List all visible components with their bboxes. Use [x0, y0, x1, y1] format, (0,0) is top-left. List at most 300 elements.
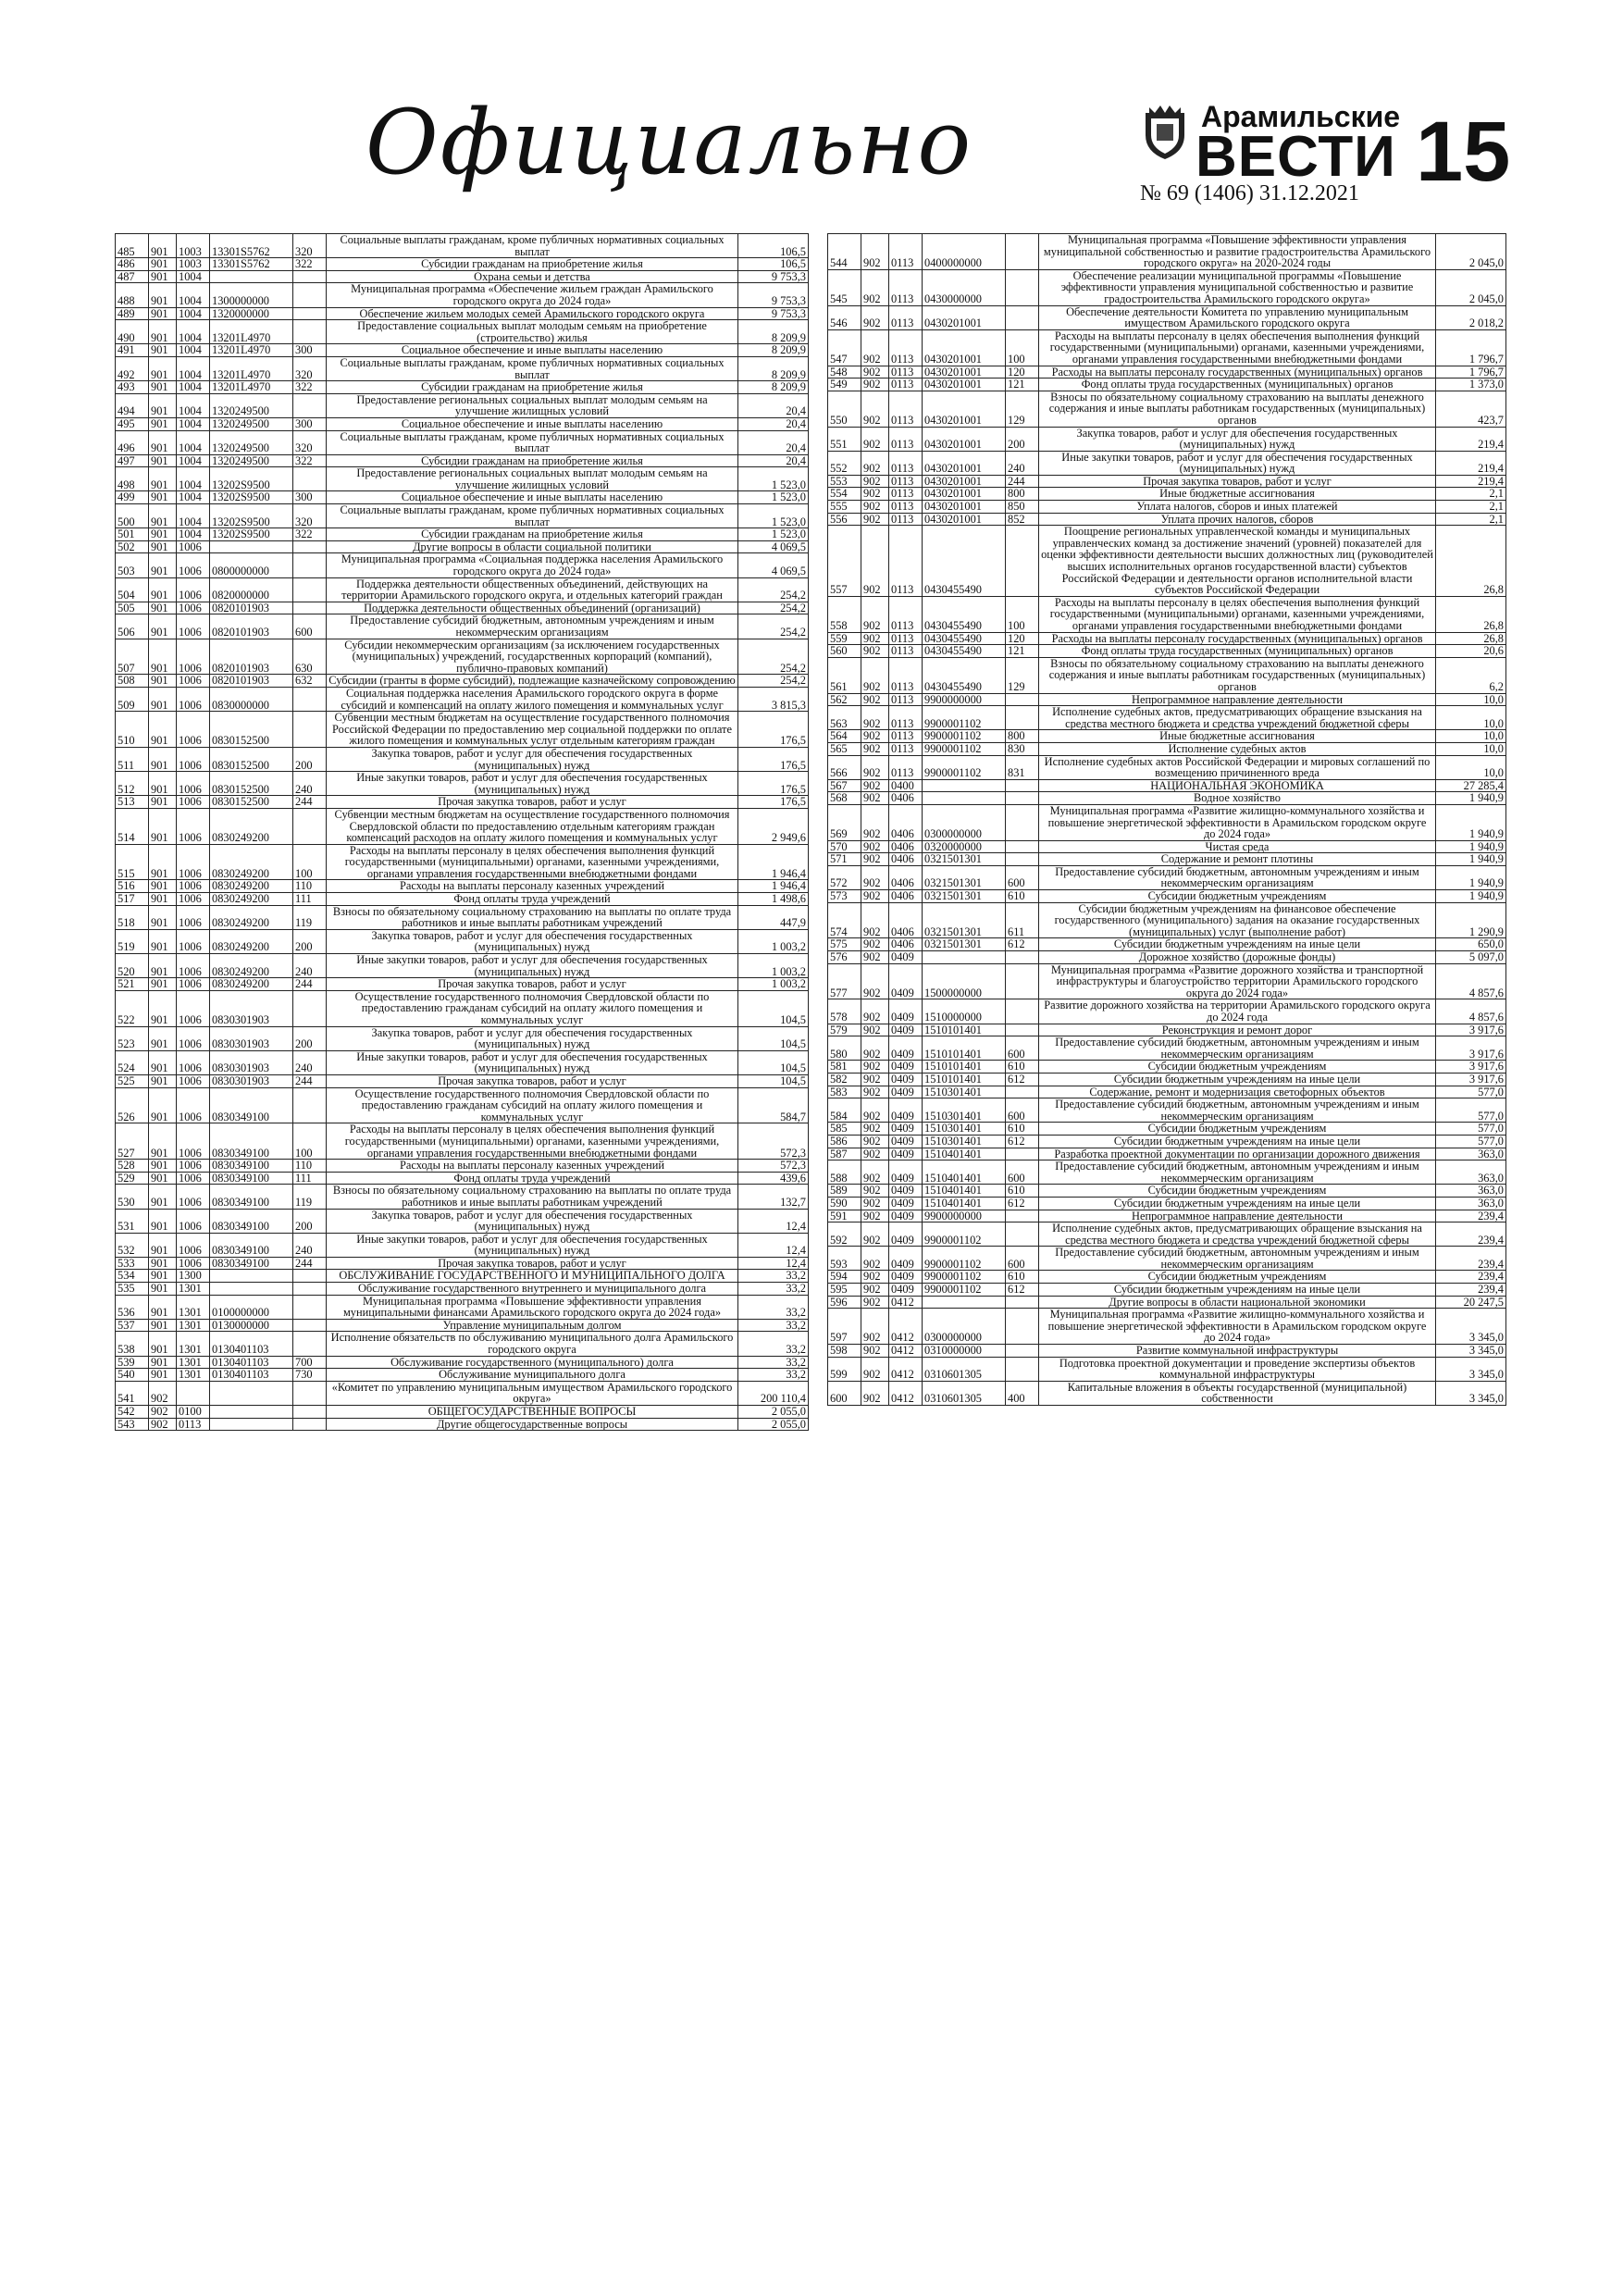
- admin-code: 901: [149, 467, 177, 491]
- admin-code: 902: [861, 730, 889, 743]
- amount: 9 753,3: [738, 270, 809, 283]
- row-number: 576: [828, 951, 861, 964]
- section-code: 0406: [889, 902, 923, 938]
- row-number: 553: [828, 475, 861, 488]
- admin-code: 902: [149, 1418, 177, 1431]
- row-number: 513: [116, 796, 149, 809]
- row-number: 554: [828, 488, 861, 501]
- expense-type: [1006, 1086, 1039, 1098]
- target-code: [210, 270, 293, 283]
- row-number: 501: [116, 528, 149, 541]
- expense-type: [293, 808, 327, 844]
- description: Муниципальная программа «Социальная поддержка населения Арамильского городского округа до 2024 года»: [327, 553, 738, 577]
- table-row: [116, 417, 809, 430]
- amount: 363,0: [1436, 1148, 1506, 1160]
- expense-type: 850: [1006, 501, 1039, 514]
- description: Осуществление государственного полномочия Свердловской области по предоставлению гражданам субсидий на оплату жилого помещения и коммунальных услуг: [327, 990, 738, 1026]
- target-code: 0321501301: [923, 902, 1006, 938]
- row-number: 561: [828, 657, 861, 693]
- expense-type: 100: [1006, 596, 1039, 632]
- table-row: [116, 430, 809, 454]
- target-code: 0820101903: [210, 675, 293, 688]
- amount: 584,7: [738, 1087, 809, 1123]
- amount: 6,2: [1436, 657, 1506, 693]
- section-code: 0113: [889, 632, 923, 645]
- admin-code: 902: [861, 755, 889, 779]
- row-number: 520: [116, 954, 149, 978]
- section-code: 0113: [889, 742, 923, 755]
- amount: 2 055,0: [738, 1406, 809, 1419]
- amount: 577,0: [1436, 1123, 1506, 1136]
- target-code: 13201L4970: [210, 381, 293, 394]
- table-row: [116, 796, 809, 809]
- right-column: [827, 233, 1506, 1406]
- description: Поддержка деятельности общественных объединений, действующих на территории Арамильского городского округа, и отдельных категорий граждан: [327, 577, 738, 602]
- description: Субсидии бюджетным учреждениям на иные цели: [1039, 1284, 1436, 1297]
- target-code: 0820101903: [210, 614, 293, 639]
- expense-type: 244: [1006, 475, 1039, 488]
- expense-type: [1006, 234, 1039, 270]
- row-number: 574: [828, 902, 861, 938]
- admin-code: 902: [861, 706, 889, 730]
- section-code: 1006: [177, 844, 210, 880]
- section-code: 0409: [889, 1086, 923, 1098]
- amount: 577,0: [1436, 1086, 1506, 1098]
- page-header: [0, 0, 1623, 231]
- section-code: 0113: [889, 730, 923, 743]
- row-number: 548: [828, 366, 861, 379]
- expense-type: 320: [293, 234, 327, 258]
- amount: 423,7: [1436, 391, 1506, 427]
- expense-type: [1006, 999, 1039, 1024]
- target-code: 0820101903: [210, 639, 293, 675]
- expense-type: 121: [1006, 645, 1039, 658]
- description: Субсидии бюджетным учреждениям на финансовое обеспечение государственного (муниципального) задания на оказание государственных (муниципальных) услуг (выполнение работ): [1039, 902, 1436, 938]
- section-code: 1301: [177, 1319, 210, 1332]
- target-code: 1510301401: [923, 1123, 1006, 1136]
- admin-code: 902: [861, 938, 889, 951]
- description: Закупка товаров, работ и услуг для обеспечения государственных (муниципальных) нужд: [327, 1209, 738, 1233]
- amount: 104,5: [738, 1050, 809, 1074]
- target-code: 9900001102: [923, 706, 1006, 730]
- amount: 1 946,4: [738, 880, 809, 893]
- section-code: 0406: [889, 792, 923, 805]
- admin-code: 902: [861, 1309, 889, 1345]
- section-code: 1004: [177, 528, 210, 541]
- coat-of-arms-icon: [1140, 104, 1190, 161]
- target-code: 0430201001: [923, 427, 1006, 451]
- target-code: 1320249500: [210, 430, 293, 454]
- budget-table-right: [827, 233, 1506, 1406]
- table-row: [116, 1332, 809, 1356]
- amount: 363,0: [1436, 1160, 1506, 1185]
- expense-type: 600: [1006, 1247, 1039, 1271]
- amount: 3 917,6: [1436, 1036, 1506, 1061]
- amount: 12,4: [738, 1209, 809, 1233]
- row-number: 567: [828, 779, 861, 792]
- description: Предоставление субсидий бюджетным, автономным учреждениям и иным некоммерческим организациям: [327, 614, 738, 639]
- description: Содержание, ремонт и модернизация светофорных объектов: [1039, 1086, 1436, 1098]
- row-number: 575: [828, 938, 861, 951]
- section-code: 1006: [177, 614, 210, 639]
- description: Поддержка деятельности общественных объединений (организаций): [327, 602, 738, 614]
- admin-code: 901: [149, 747, 177, 771]
- description: Субсидии бюджетным учреждениям: [1039, 1271, 1436, 1284]
- table-row: [116, 1406, 809, 1419]
- description: Иные бюджетные ассигнования: [1039, 488, 1436, 501]
- row-number: 527: [116, 1123, 149, 1160]
- row-number: 510: [116, 712, 149, 748]
- section-code: 0113: [889, 427, 923, 451]
- expense-type: 200: [293, 1209, 327, 1233]
- table-row: [828, 840, 1506, 853]
- logo-line1: Арамильские: [1201, 100, 1401, 133]
- description: Исполнение судебных актов: [1039, 742, 1436, 755]
- row-number: 547: [828, 329, 861, 366]
- amount: 33,2: [738, 1332, 809, 1356]
- description: Непрограммное направление деятельности: [1039, 1210, 1436, 1222]
- expense-type: 600: [1006, 1036, 1039, 1061]
- description: Расходы на выплаты персоналу в целях обеспечения выполнения функций государственными (муниципальными) органами, казенными учреждениями, органами управления государственными внебюджетными фондами: [327, 1123, 738, 1160]
- description: Реконструкция и ремонт дорог: [1039, 1024, 1436, 1036]
- section-code: 0409: [889, 1247, 923, 1271]
- expense-type: [1006, 1210, 1039, 1222]
- expense-type: 119: [293, 905, 327, 929]
- admin-code: 901: [149, 675, 177, 688]
- expense-type: 121: [1006, 379, 1039, 391]
- section-code: 0113: [889, 269, 923, 305]
- row-number: 562: [828, 693, 861, 706]
- row-number: 515: [116, 844, 149, 880]
- expense-type: 610: [1006, 1061, 1039, 1074]
- section-code: 1004: [177, 270, 210, 283]
- description: Развитие коммунальной инфраструктуры: [1039, 1345, 1436, 1358]
- target-code: 1510101401: [923, 1024, 1006, 1036]
- amount: 4 069,5: [738, 553, 809, 577]
- target-code: 0430201001: [923, 329, 1006, 366]
- admin-code: 902: [861, 1210, 889, 1222]
- expense-type: 244: [293, 1257, 327, 1270]
- expense-type: 800: [1006, 730, 1039, 743]
- section-code: 1003: [177, 234, 210, 258]
- admin-code: 901: [149, 491, 177, 504]
- description: Исполнение судебных актов, предусматривающих обращение взыскания на средства местного бюджета и средства учреждений бюджетной сферы: [1039, 706, 1436, 730]
- admin-code: 902: [861, 693, 889, 706]
- section-code: 1006: [177, 808, 210, 844]
- admin-code: 902: [861, 657, 889, 693]
- table-row: [828, 792, 1506, 805]
- section-code: 1006: [177, 540, 210, 553]
- amount: 2 055,0: [738, 1418, 809, 1431]
- expense-type: [1006, 792, 1039, 805]
- row-number: 493: [116, 381, 149, 394]
- description: Предоставление субсидий бюджетным, автономным учреждениям и иным некоммерческим организациям: [1039, 1247, 1436, 1271]
- section-code: 1006: [177, 893, 210, 906]
- section-code: 0409: [889, 999, 923, 1024]
- section-code: 1003: [177, 258, 210, 271]
- description: НАЦИОНАЛЬНАЯ ЭКОНОМИКА: [1039, 779, 1436, 792]
- table-row: [116, 1209, 809, 1233]
- table-row: [828, 451, 1506, 475]
- row-number: 541: [116, 1381, 149, 1405]
- expense-type: [293, 270, 327, 283]
- description: Социальные выплаты гражданам, кроме публичных нормативных социальных выплат: [327, 234, 738, 258]
- section-code: 1301: [177, 1356, 210, 1369]
- description: ОБСЛУЖИВАНИЕ ГОСУДАРСТВЕННОГО И МУНИЦИПАЛЬНОГО ДОЛГА: [327, 1270, 738, 1283]
- section-code: 1006: [177, 602, 210, 614]
- description: Субсидии (гранты в форме субсидий), подлежащие казначейскому сопровождению: [327, 675, 738, 688]
- table-row: [828, 938, 1506, 951]
- target-code: 13202S9500: [210, 504, 293, 528]
- admin-code: 901: [149, 1332, 177, 1356]
- admin-code: 901: [149, 1160, 177, 1173]
- amount: 239,4: [1436, 1222, 1506, 1247]
- section-code: 0409: [889, 1098, 923, 1123]
- section-code: 0113: [889, 391, 923, 427]
- section-code: 1006: [177, 747, 210, 771]
- admin-code: 902: [861, 451, 889, 475]
- table-row: [828, 427, 1506, 451]
- table-row: [828, 391, 1506, 427]
- amount: 10,0: [1436, 755, 1506, 779]
- target-code: 1300000000: [210, 283, 293, 307]
- table-row: [116, 356, 809, 380]
- description: Субсидии бюджетным учреждениям на иные цели: [1039, 1073, 1436, 1086]
- section-code: 1006: [177, 1050, 210, 1074]
- row-number: 495: [116, 417, 149, 430]
- row-number: 523: [116, 1026, 149, 1050]
- target-code: 1320249500: [210, 417, 293, 430]
- table-row: [116, 844, 809, 880]
- expense-type: [293, 393, 327, 417]
- amount: 20,4: [738, 430, 809, 454]
- amount: 254,2: [738, 639, 809, 675]
- section-code: 1006: [177, 1074, 210, 1087]
- table-row: [828, 475, 1506, 488]
- expense-type: 240: [293, 772, 327, 796]
- admin-code: 902: [861, 1185, 889, 1198]
- description: Субсидии гражданам на приобретение жилья: [327, 454, 738, 467]
- target-code: 0830349100: [210, 1209, 293, 1233]
- section-code: 0409: [889, 1148, 923, 1160]
- expense-type: [1006, 1222, 1039, 1247]
- description: Прочая закупка товаров, работ и услуг: [1039, 475, 1436, 488]
- amount: 2 045,0: [1436, 269, 1506, 305]
- admin-code: 902: [861, 1024, 889, 1036]
- admin-code: 902: [861, 488, 889, 501]
- row-number: 524: [116, 1050, 149, 1074]
- expense-type: 200: [1006, 427, 1039, 451]
- row-number: 599: [828, 1357, 861, 1381]
- admin-code: 902: [861, 234, 889, 270]
- description: Иные закупки товаров, работ и услуг для обеспечения государственных (муниципальных) нужд: [327, 1233, 738, 1257]
- admin-code: 901: [149, 1356, 177, 1369]
- table-row: [116, 553, 809, 577]
- expense-type: 300: [293, 344, 327, 357]
- target-code: 9900001102: [923, 1284, 1006, 1297]
- section-code: 0113: [889, 488, 923, 501]
- section-code: 1004: [177, 454, 210, 467]
- expense-type: 612: [1006, 1073, 1039, 1086]
- row-number: 512: [116, 772, 149, 796]
- admin-code: 902: [861, 645, 889, 658]
- admin-code: 902: [149, 1381, 177, 1405]
- row-number: 542: [116, 1406, 149, 1419]
- row-number: 595: [828, 1284, 861, 1297]
- section-code: 0100: [177, 1406, 210, 1419]
- section-code: 0409: [889, 1036, 923, 1061]
- table-row: [828, 1210, 1506, 1222]
- amount: 363,0: [1436, 1185, 1506, 1198]
- target-code: 0430201001: [923, 488, 1006, 501]
- description: Субсидии гражданам на приобретение жилья: [327, 381, 738, 394]
- expense-type: [1006, 853, 1039, 866]
- amount: 8 209,9: [738, 381, 809, 394]
- description: Обслуживание муниципального долга: [327, 1369, 738, 1382]
- target-code: 0321501301: [923, 938, 1006, 951]
- table-row: [116, 467, 809, 491]
- section-code: 1006: [177, 1257, 210, 1270]
- section-code: 0406: [889, 938, 923, 951]
- target-code: [210, 1283, 293, 1296]
- admin-code: 902: [861, 1148, 889, 1160]
- table-row: [828, 890, 1506, 903]
- table-row: [116, 1381, 809, 1405]
- table-row: [116, 893, 809, 906]
- expense-type: [293, 1332, 327, 1356]
- target-code: 0300000000: [923, 804, 1006, 840]
- table-row: [116, 393, 809, 417]
- row-number: 550: [828, 391, 861, 427]
- admin-code: 902: [861, 475, 889, 488]
- section-code: 1004: [177, 467, 210, 491]
- section-code: 1006: [177, 978, 210, 991]
- row-number: 543: [116, 1418, 149, 1431]
- admin-code: 902: [861, 632, 889, 645]
- amount: 219,4: [1436, 427, 1506, 451]
- row-number: 566: [828, 755, 861, 779]
- amount: 363,0: [1436, 1197, 1506, 1210]
- target-code: 0830301903: [210, 1026, 293, 1050]
- expense-type: [1006, 951, 1039, 964]
- table-row: [828, 329, 1506, 366]
- target-code: 0321501301: [923, 890, 1006, 903]
- table-row: [828, 596, 1506, 632]
- description: Субсидии бюджетным учреждениям: [1039, 1061, 1436, 1074]
- section-code: 0113: [889, 706, 923, 730]
- description: Иные бюджетные ассигнования: [1039, 730, 1436, 743]
- description: Исполнение судебных актов Российской Федерации и мировых соглашений по возмещению причиненного вреда: [1039, 755, 1436, 779]
- description: Расходы на выплаты персоналу государственных (муниципальных) органов: [1039, 366, 1436, 379]
- amount: 33,2: [738, 1369, 809, 1382]
- admin-code: 902: [861, 1381, 889, 1405]
- table-row: [828, 1160, 1506, 1185]
- admin-code: 901: [149, 1369, 177, 1382]
- target-code: 0830301903: [210, 1050, 293, 1074]
- admin-code: 901: [149, 1283, 177, 1296]
- description: Социальное обеспечение и иные выплаты населению: [327, 491, 738, 504]
- admin-code: 901: [149, 1295, 177, 1319]
- table-row: [116, 1074, 809, 1087]
- section-code: 0113: [889, 475, 923, 488]
- target-code: 0830152500: [210, 712, 293, 748]
- section-code: 0406: [889, 853, 923, 866]
- target-code: 1510101401: [923, 1036, 1006, 1061]
- description: Субсидии бюджетным учреждениям: [1039, 1185, 1436, 1198]
- row-number: 497: [116, 454, 149, 467]
- description: Закупка товаров, работ и услуг для обеспечения государственных (муниципальных) нужд: [1039, 427, 1436, 451]
- section-code: 0409: [889, 1271, 923, 1284]
- table-row: [116, 772, 809, 796]
- target-code: 1510101401: [923, 1061, 1006, 1074]
- admin-code: 901: [149, 978, 177, 991]
- table-row: [116, 381, 809, 394]
- row-number: 540: [116, 1369, 149, 1382]
- admin-code: 901: [149, 954, 177, 978]
- row-number: 571: [828, 853, 861, 866]
- row-number: 508: [116, 675, 149, 688]
- row-number: 570: [828, 840, 861, 853]
- expense-type: 610: [1006, 1271, 1039, 1284]
- row-number: 581: [828, 1061, 861, 1074]
- admin-code: 901: [149, 393, 177, 417]
- section-code: 1006: [177, 772, 210, 796]
- description: Социальное обеспечение и иные выплаты населению: [327, 417, 738, 430]
- amount: 239,4: [1436, 1247, 1506, 1271]
- description: Водное хозяйство: [1039, 792, 1436, 805]
- admin-code: 901: [149, 880, 177, 893]
- amount: 577,0: [1436, 1135, 1506, 1148]
- target-code: 1510401401: [923, 1148, 1006, 1160]
- table-row: [828, 1135, 1506, 1148]
- target-code: 1510401401: [923, 1185, 1006, 1198]
- table-row: [116, 504, 809, 528]
- description: Осуществление государственного полномочия Свердловской области по предоставлению гражданам субсидий на оплату жилого помещения и коммунальных услуг: [327, 1087, 738, 1123]
- admin-code: 902: [861, 501, 889, 514]
- description: Взносы по обязательному социальному страхованию на выплаты по оплате труда работников и иные выплаты работникам учреждений: [327, 1185, 738, 1209]
- admin-code: 901: [149, 270, 177, 283]
- amount: 33,2: [738, 1295, 809, 1319]
- table-row: [116, 1050, 809, 1074]
- amount: 5 097,0: [1436, 951, 1506, 964]
- table-row: [116, 1319, 809, 1332]
- row-number: 499: [116, 491, 149, 504]
- table-row: [116, 687, 809, 711]
- amount: 10,0: [1436, 693, 1506, 706]
- expense-type: 610: [1006, 890, 1039, 903]
- section-code: 1006: [177, 1233, 210, 1257]
- admin-code: 902: [861, 742, 889, 755]
- section-code: 0412: [889, 1345, 923, 1358]
- target-code: [210, 1418, 293, 1431]
- description: Субсидии бюджетным учреждениям: [1039, 1123, 1436, 1136]
- section-code: 1004: [177, 320, 210, 344]
- amount: 9 753,3: [738, 307, 809, 320]
- amount: 1 003,2: [738, 978, 809, 991]
- row-number: 535: [116, 1283, 149, 1296]
- row-number: 505: [116, 602, 149, 614]
- description: Другие общегосударственные вопросы: [327, 1418, 738, 1431]
- row-number: 536: [116, 1295, 149, 1319]
- amount: 176,5: [738, 772, 809, 796]
- admin-code: 901: [149, 577, 177, 602]
- amount: 3 345,0: [1436, 1357, 1506, 1381]
- admin-code: 902: [861, 840, 889, 853]
- row-number: 592: [828, 1222, 861, 1247]
- table-row: [116, 1233, 809, 1257]
- expense-type: [1006, 706, 1039, 730]
- admin-code: 902: [861, 526, 889, 597]
